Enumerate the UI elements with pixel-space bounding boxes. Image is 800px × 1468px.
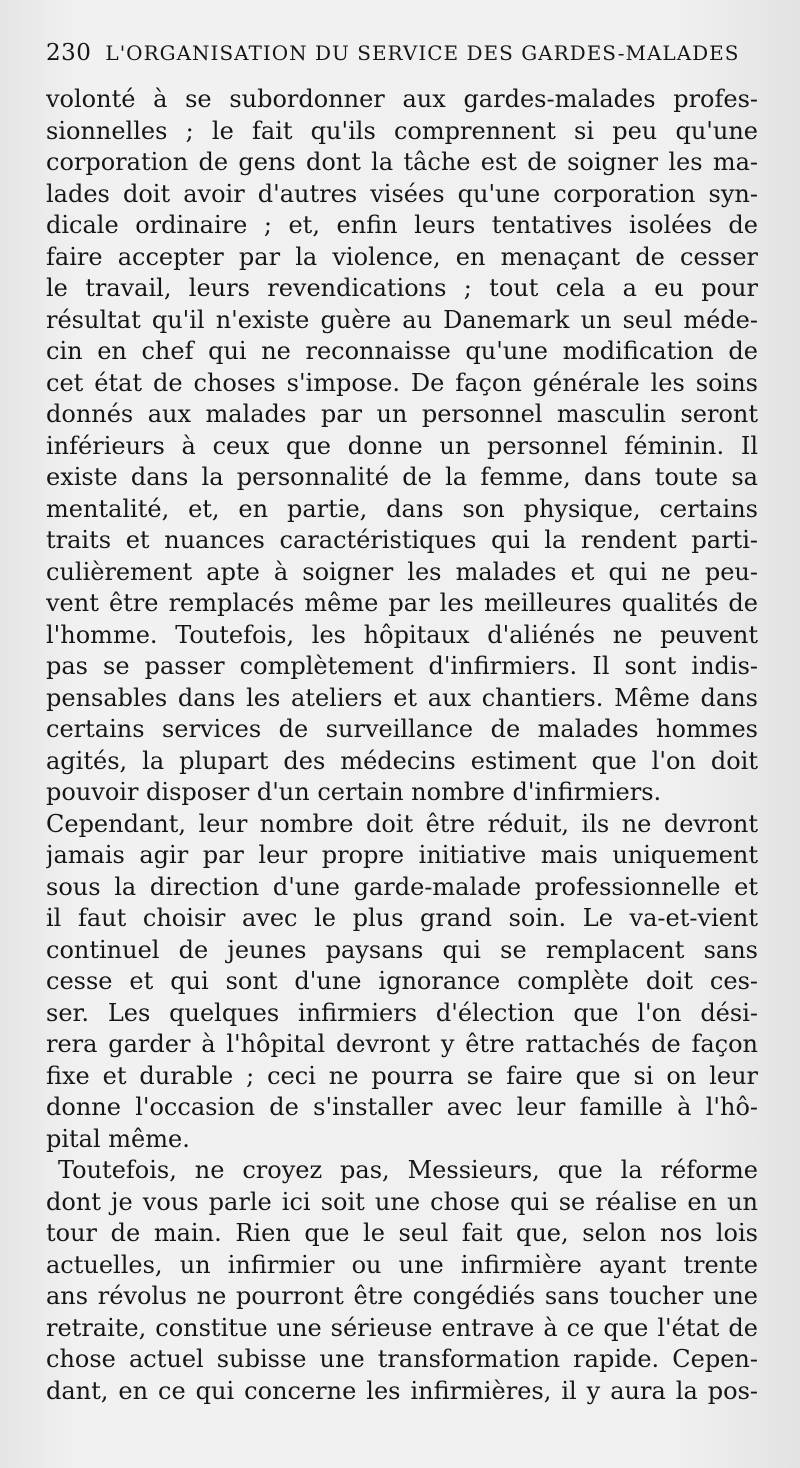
running-head	[46, 40, 746, 74]
text-line: traits et nuances caractéristiques qui la rendent parti-	[46, 526, 758, 554]
text-line: fixe et durable ; ceci ne pourra se faire que si on leur	[46, 1061, 758, 1090]
running-title: L'ORGANISATION DU SERVICE DES GARDES-MALADES	[105, 41, 740, 65]
text-line: mentalité, et, en partie, dans son physique, certains	[46, 494, 758, 523]
text-line: certains services de surveillance de malades hommes	[46, 715, 758, 743]
text-line: vent être remplacés même par les meilleures qualités de	[46, 589, 758, 617]
text-line: dant, en ce qui concerne les infirmières, il y aura la pos-	[46, 1376, 758, 1405]
text-line: existe dans la personnalité de la femme, dans toute sa	[46, 463, 758, 491]
page-number: 230	[46, 40, 92, 66]
text-line: cesse et qui sont d'une ignorance complète doit ces-	[46, 967, 758, 995]
text-line: retraite, constitue une sérieuse entrave à ce que l'état de	[46, 1313, 758, 1342]
text-line: tour de main. Rien que le seul fait que, selon nos lois	[46, 1219, 758, 1247]
text-line: Toutefois, ne croyez pas, Messieurs, que la réforme	[58, 1156, 758, 1184]
text-line: inférieurs à ceux que donne un personnel féminin. Il	[46, 431, 758, 460]
text-line: chose actuel subisse une transformation rapide. Cepen-	[46, 1345, 758, 1373]
text-line: ser. Les quelques infirmiers d'élection que l'on dési-	[46, 998, 758, 1027]
text-line: volonté à se subordonner aux gardes-malades profes-	[46, 85, 758, 113]
text-line: pital même.	[46, 1124, 190, 1153]
text-line: dont je vous parle ici soit une chose qui se réalise en un	[46, 1187, 758, 1216]
text-line: cin en chef qui ne reconnaisse qu'une modification de	[46, 337, 758, 365]
text-line: résultat qu'il n'existe guère au Danemark un seul méde-	[46, 305, 758, 334]
text-line: pensables dans les ateliers et aux chantiers. Même dans	[46, 683, 758, 712]
text-line: sous la direction d'une garde-malade professionnelle et	[46, 872, 758, 901]
body-text	[46, 84, 758, 1407]
text-line: pouvoir disposer d'un certain nombre d'infirmiers.	[46, 778, 662, 806]
text-line: sionnelles ; le fait qu'ils comprennent si peu qu'une	[46, 116, 758, 145]
text-line: donnés aux malades par un personnel masculin seront	[46, 400, 758, 428]
text-line: dicale ordinaire ; et, enfin leurs tentatives isolées de	[46, 211, 758, 239]
text-line: corporation de gens dont la tâche est de soigner les ma-	[46, 148, 758, 176]
text-line: cet état de choses s'impose. De façon générale les soins	[46, 368, 758, 397]
text-line: l'homme. Toutefois, les hôpitaux d'aliénés ne peuvent	[46, 620, 758, 649]
text-line: jamais agir par leur propre initiative mais uniquement	[46, 841, 758, 869]
text-line: continuel de jeunes paysans qui se remplacent sans	[46, 935, 758, 964]
text-line: lades doit avoir d'autres visées qu'une corporation syn-	[46, 179, 758, 208]
text-line: pas se passer complètement d'infirmiers. Il sont indis-	[46, 652, 758, 680]
text-line: Cependant, leur nombre doit être réduit, ils ne devront	[46, 809, 758, 838]
text-line: donne l'occasion de s'installer avec leur famille à l'hô-	[46, 1093, 758, 1121]
text-line: culièrement apte à soigner les malades et qui ne peu-	[46, 557, 758, 586]
text-line: agités, la plupart des médecins estiment que l'on doit	[46, 746, 758, 775]
text-line: ans révolus ne pourront être congédiés sans toucher une	[46, 1282, 758, 1310]
text-line: faire accepter par la violence, en menaçant de cesser	[46, 242, 758, 271]
text-line: il faut choisir avec le plus grand soin. Le va-et-vient	[46, 904, 758, 932]
text-line: rera garder à l'hôpital devront y être rattachés de façon	[46, 1030, 758, 1058]
text-line: le travail, leurs revendications ; tout cela a eu pour	[46, 274, 758, 302]
text-line: actuelles, un infirmier ou une infirmière ayant trente	[46, 1250, 758, 1279]
